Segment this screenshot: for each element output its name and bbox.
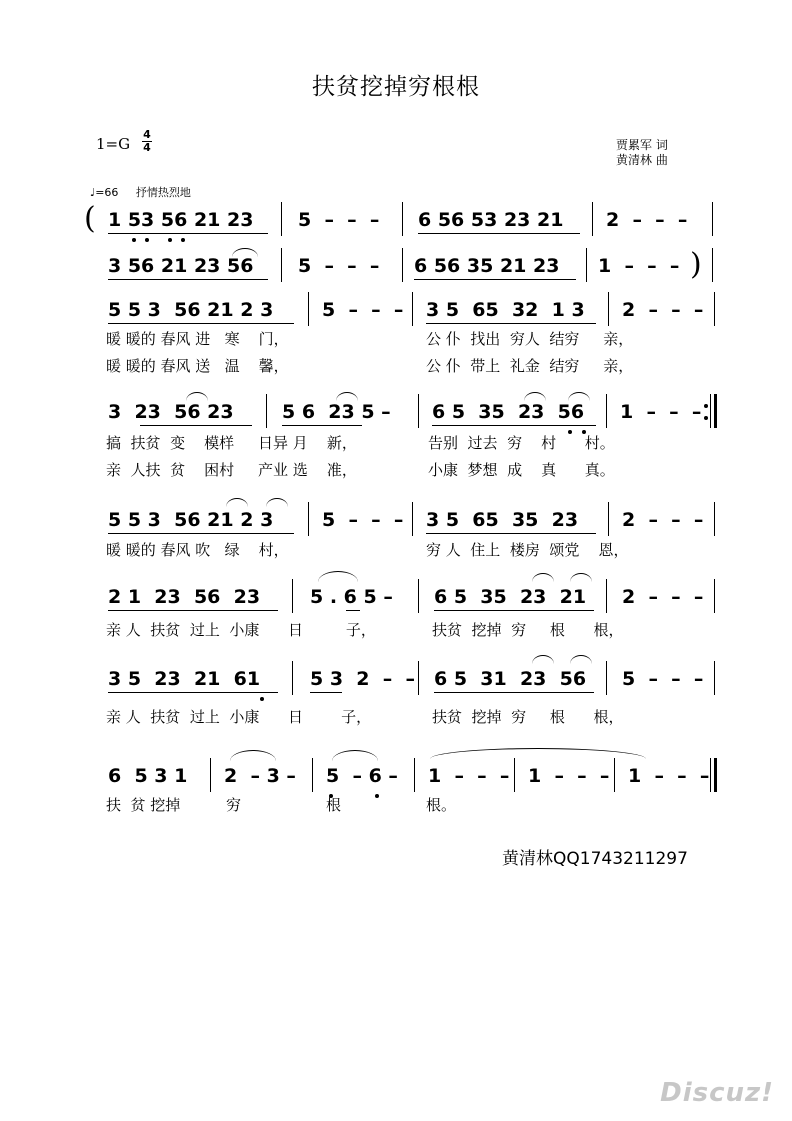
time-signature-bottom: 4 xyxy=(143,141,151,154)
slur xyxy=(230,750,276,761)
measure: 3 23 56 23 xyxy=(108,401,234,423)
measure: 5 – – – xyxy=(322,509,404,531)
measure: 6 5 31 23 56 xyxy=(434,668,587,690)
author-signature: 黄清林QQ1743211297 xyxy=(502,849,688,869)
measure: 6 56 53 23 21 xyxy=(418,209,564,231)
barline xyxy=(712,202,713,236)
watermark-logo: Discuz! xyxy=(660,1078,774,1108)
beam-underline xyxy=(108,233,268,234)
lyric-verse-1: 扶 贫 挖掉 xyxy=(106,796,181,814)
slur xyxy=(226,498,248,507)
measure: 1 – – – xyxy=(528,765,610,787)
measure: 5 – – – xyxy=(298,209,380,231)
barline xyxy=(710,758,711,792)
low-octave-dot xyxy=(260,697,264,701)
repeat-dot xyxy=(704,404,708,408)
slur xyxy=(186,392,208,401)
lyric-verse-1: 穷 xyxy=(226,796,242,814)
barline xyxy=(608,502,609,536)
measure: 2 – – – xyxy=(606,209,688,231)
repeat-paren-close: ) xyxy=(690,247,702,282)
measure: 5 – – – xyxy=(298,255,380,277)
lyric-verse-1: 暖 暖的 春风 进 寒 门， xyxy=(106,330,289,348)
composer: 黄清林 曲 xyxy=(616,153,668,167)
barline xyxy=(714,292,715,326)
beam-underline xyxy=(310,692,342,693)
beam-underline xyxy=(108,610,278,611)
barline xyxy=(714,661,715,695)
repeat-dot xyxy=(704,416,708,420)
barline xyxy=(608,292,609,326)
low-octave-dot xyxy=(168,238,172,242)
measure: 5 3 2 – – xyxy=(310,668,415,690)
barline xyxy=(586,248,587,282)
barline xyxy=(418,579,419,613)
beam-underline xyxy=(426,533,596,534)
measure: 2 – 3 – xyxy=(224,765,296,787)
lyric-verse-1: 穷 人 住上 楼房 颂党 恩， xyxy=(426,541,629,559)
tempo-value: ♩=66 xyxy=(90,186,119,199)
measure: 3 5 65 35 23 xyxy=(426,509,579,531)
measure: 6 5 3 1 xyxy=(108,765,188,787)
slur xyxy=(568,392,590,401)
barline xyxy=(712,248,713,282)
score-line-5 xyxy=(0,500,792,540)
credits xyxy=(616,138,668,168)
measure: 2 – – – xyxy=(622,299,704,321)
barline xyxy=(414,758,415,792)
score-line-1 xyxy=(0,200,792,240)
barline xyxy=(308,502,309,536)
beam-underline xyxy=(434,610,594,611)
beam-underline xyxy=(426,323,596,324)
beam-underline xyxy=(108,692,278,693)
lyric-verse-1: 扶贫 挖掉 穷 根 根， xyxy=(432,708,624,726)
barline xyxy=(308,292,309,326)
barline xyxy=(606,579,607,613)
measure: 6 56 35 21 23 xyxy=(414,255,560,277)
barline xyxy=(266,394,267,428)
barline xyxy=(606,661,607,695)
measure: 5 5 3 56 21 2 3 xyxy=(108,299,274,321)
measure: 5 – – – xyxy=(322,299,404,321)
measure: 1 – – – xyxy=(628,765,710,787)
slur xyxy=(266,498,288,507)
slur xyxy=(570,573,592,582)
barline xyxy=(714,502,715,536)
low-octave-dot xyxy=(375,794,379,798)
measure: 5 5 3 56 21 2 3 xyxy=(108,509,274,531)
low-octave-dot xyxy=(145,238,149,242)
measure: 3 56 21 23 56 xyxy=(108,255,254,277)
slur xyxy=(318,571,358,582)
slur xyxy=(532,573,554,582)
lyric-verse-1: 搞 扶贫 变 模样 日异 月 新， xyxy=(106,434,357,452)
repeat-barline xyxy=(714,394,717,428)
measure: 5 – – – xyxy=(622,668,704,690)
lyric-verse-2: 公 仆 带上 礼金 结穷 亲， xyxy=(426,357,634,375)
score-line-8 xyxy=(0,756,792,796)
barline xyxy=(412,502,413,536)
barline xyxy=(514,758,515,792)
barline xyxy=(614,758,615,792)
lyric-verse-1: 扶贫 挖掉 穷 根 根， xyxy=(432,621,624,639)
beam-underline xyxy=(108,323,294,324)
time-signature xyxy=(140,129,154,154)
lyric-verse-2: 小康 梦想 成 真 真。 xyxy=(428,461,615,479)
time-signature-top: 4 xyxy=(143,128,151,141)
barline xyxy=(210,758,211,792)
barline xyxy=(418,661,419,695)
slur xyxy=(336,392,358,401)
final-barline xyxy=(714,758,717,792)
beam-underline xyxy=(108,533,294,534)
measure: 1 – – – xyxy=(598,255,680,277)
measure: 2 – – – xyxy=(622,509,704,531)
barline xyxy=(402,202,403,236)
lyric-verse-1: 根 xyxy=(326,796,342,814)
barline xyxy=(312,758,313,792)
repeat-paren-open: ( xyxy=(84,201,96,236)
beam-underline xyxy=(432,425,596,426)
slur xyxy=(332,750,378,761)
measure: 5 6 23 5 – xyxy=(282,401,391,423)
slur xyxy=(524,392,546,401)
measure: 6 5 35 23 21 xyxy=(434,586,587,608)
low-octave-dot xyxy=(132,238,136,242)
lyric-verse-1: 公 仆 找出 穷人 结穷 亲， xyxy=(426,330,634,348)
measure: 1 – – – xyxy=(620,401,702,423)
key-signature: 1=G xyxy=(96,135,131,153)
barline xyxy=(592,202,593,236)
score-line-2 xyxy=(0,246,792,286)
barline xyxy=(402,248,403,282)
slur xyxy=(532,655,554,664)
barline xyxy=(606,394,607,428)
lyric-verse-1: 暖 暖的 春风 吹 绿 村， xyxy=(106,541,289,559)
tempo-marking xyxy=(90,184,191,200)
measure: 2 – – – xyxy=(622,586,704,608)
beam-underline xyxy=(418,233,580,234)
slur xyxy=(232,248,258,257)
score-line-4 xyxy=(0,392,792,432)
lyric-verse-1: 亲 人 扶贫 过上 小康 日 子， xyxy=(106,708,372,726)
measure: 1 – – – xyxy=(428,765,510,787)
score-line-7 xyxy=(0,659,792,699)
lyric-verse-2: 亲 人扶 贫 困村 产业 选 准， xyxy=(106,461,357,479)
low-octave-dot xyxy=(181,238,185,242)
slur xyxy=(570,655,592,664)
measure: 6 5 35 23 56 xyxy=(432,401,585,423)
barline xyxy=(714,579,715,613)
beam-underline xyxy=(140,425,252,426)
lyric-verse-2: 暖 暖的 春风 送 温 馨， xyxy=(106,357,289,375)
lyric-verse-1: 告别 过去 穷 村 村。 xyxy=(428,434,615,452)
lyric-verse-1: 亲 人 扶贫 过上 小康 日 子， xyxy=(106,621,376,639)
barline xyxy=(281,202,282,236)
barline xyxy=(281,248,282,282)
lyric-verse-1: 根。 xyxy=(426,796,457,814)
beam-underline xyxy=(434,692,594,693)
measure: 2 1 23 56 23 xyxy=(108,586,261,608)
song-title: 扶贫挖掉穷根根 xyxy=(312,74,480,100)
barline xyxy=(412,292,413,326)
beam-underline xyxy=(414,279,576,280)
measure: 5 . 6 5 – xyxy=(310,586,393,608)
measure: 3 5 23 21 61 xyxy=(108,668,261,690)
beam-underline xyxy=(108,279,268,280)
barline xyxy=(292,579,293,613)
beam-underline xyxy=(282,425,362,426)
barline xyxy=(292,661,293,695)
measure: 1 53 56 21 23 xyxy=(108,209,254,231)
lyricist: 贾累军 词 xyxy=(616,138,668,152)
barline xyxy=(418,394,419,428)
score-line-6 xyxy=(0,577,792,617)
beam-underline xyxy=(346,610,360,611)
score-line-3 xyxy=(0,290,792,330)
measure: 5 – 6 – xyxy=(326,765,398,787)
barline xyxy=(710,394,711,428)
measure: 3 5 65 32 1 3 xyxy=(426,299,585,321)
expression: 抒情热烈地 xyxy=(135,186,191,199)
